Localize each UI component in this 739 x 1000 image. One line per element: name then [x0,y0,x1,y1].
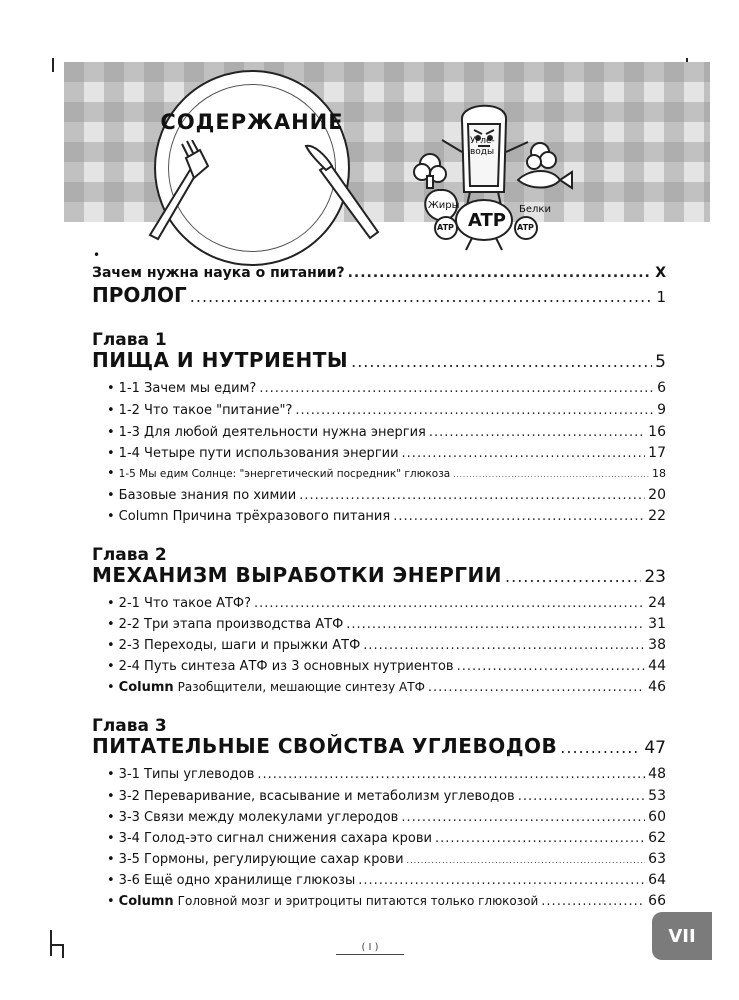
toc-section[interactable] [107,424,666,440]
leader-dots [363,638,645,653]
column-tag: Column [118,680,174,695]
crop-mark [50,930,52,956]
chapter-page: 5 [655,352,666,372]
bullet: • [107,466,115,481]
toc-chapter-3[interactable] [92,734,666,758]
bullet: • [107,659,115,674]
toc-section[interactable] [107,766,666,782]
toc-section[interactable] [107,402,666,418]
folio: ( I ) [336,942,404,955]
toc-entry-page: X [655,265,666,281]
toc-section[interactable] [107,466,666,481]
crop-mark [62,944,64,958]
fats-label: Жиры [428,200,460,211]
section-page: 9 [657,402,666,418]
toc-section[interactable] [107,679,666,695]
leader-dots [402,446,646,461]
bullet: • [107,789,115,804]
bullet: • [107,638,115,653]
section-title: Разобщители, мешающие синтезу АТФ [177,680,425,694]
section-title: 2-1 Что такое АТФ? [118,596,252,611]
chapter-label: Глава 1 [92,330,167,350]
bullet: • [107,596,115,611]
bullet: • [107,852,115,867]
bullet: • [107,831,115,846]
leader-dots [435,831,645,846]
bullet: • [107,894,115,909]
bullet: • [107,403,115,418]
section-title: 1-2 Что такое "питание"? [118,403,293,418]
leader-dots [299,488,645,503]
leader-dots [401,810,645,825]
toc-section[interactable] [107,788,666,804]
section-title: 2-2 Три этапа производства АТФ [118,617,344,632]
leader-dots [453,471,649,479]
section-page: 62 [648,830,666,846]
bullet: • [107,680,115,695]
section-page: 22 [648,508,666,524]
leader-dots [259,381,654,396]
crop-mark [50,944,62,946]
toc-section[interactable] [107,637,666,653]
section-title: Базовые знания по химии [118,488,297,503]
toc-section[interactable] [107,658,666,674]
leader-dots [407,856,646,865]
section-title: 3-3 Связи между молекулами углеродов [118,810,399,825]
section-title: 3-2 Переваривание, всасывание и метаболизм углеводов [118,789,515,804]
section-page: 48 [648,766,666,782]
toc-entry-title: Зачем нужна наука о питании? [92,265,345,281]
section-title: Column Причина трёхразового питания [118,509,391,524]
section-title: 3-5 Гормоны, регулирующие сахар крови [118,852,404,867]
section-title: 2-4 Путь синтеза АТФ из 3 основных нутриентов [118,659,454,674]
leader-dots [505,567,641,586]
section-page: 16 [648,424,666,440]
fork-and-knife-icon [130,140,390,250]
bullet: • [107,488,115,503]
section-title: 2-3 Переходы, шаги и прыжки АТФ [118,638,361,653]
toc-section[interactable] [107,893,666,909]
section-title: 3-6 Ещё одно хранилище глюкозы [118,873,356,888]
bullet: • [107,446,115,461]
toc-section[interactable] [107,830,666,846]
leader-dots [295,403,654,418]
proteins-label: Белки [519,204,551,215]
bullet: • [107,873,115,888]
toc-entry-title: ПРОЛОГ [92,283,187,307]
chapter-label: Глава 3 [92,716,167,736]
leader-dots [190,287,654,306]
section-title: 1-1 Зачем мы едим? [118,381,257,396]
chapter-label: Глава 2 [92,545,167,565]
leader-dots [254,596,645,611]
toc-section[interactable] [107,508,666,524]
leader-dots [541,894,645,909]
section-title: 1-4 Четыре пути использования энергии [118,446,399,461]
bullet: • [107,509,115,524]
bullet: • [107,767,115,782]
section-title: 3-4 Голод-это сигнал снижения сахара крови [118,831,432,846]
section-page: 18 [652,467,666,480]
section-page: 31 [648,616,666,632]
chapter-page: 47 [644,738,666,758]
bullet: • [107,425,115,440]
section-page: 60 [648,809,666,825]
toc-section[interactable] [107,851,666,867]
leader-dots [560,738,641,757]
toc-section[interactable] [107,380,666,396]
section-page: 53 [648,788,666,804]
crop-mark [52,58,54,72]
leader-dots [518,789,645,804]
leader-dots [257,767,645,782]
atp-small-label: ATP [437,223,454,232]
leader-dots [429,425,645,440]
leader-dots [457,659,646,674]
section-title: 3-1 Типы углеводов [118,767,255,782]
bullet: • [107,617,115,632]
section-page: 66 [648,893,666,909]
leader-dots [346,617,645,632]
section-page: 20 [648,487,666,503]
toc-chapter-2[interactable] [92,563,666,587]
toc-entry-why-nutrition[interactable] [92,265,666,281]
toc-section[interactable] [107,445,666,461]
toc-section[interactable] [107,809,666,825]
toc-entry-prologue[interactable] [92,283,666,307]
section-page: 44 [648,658,666,674]
section-page: 6 [657,380,666,396]
page-number-tab: VII [652,912,712,960]
section-title: 1-5 Мы едим Солнце: "энергетический посредник" глюкоза [118,468,451,480]
section-page: 63 [648,851,666,867]
leader-dots [393,509,645,524]
bullet: • [107,810,115,825]
leader-dots [428,680,645,695]
bullet: • [93,248,101,262]
toc-chapter-1[interactable] [92,348,666,372]
section-title: Головной мозг и эритроциты питаются только глюкозой [177,894,539,908]
carbs-label: Угле- воды [470,136,495,157]
toc-section[interactable] [107,595,666,611]
section-page: 64 [648,872,666,888]
section-page: 24 [648,595,666,611]
toc-section[interactable] [107,487,666,503]
section-page: 17 [648,445,666,461]
chapter-title: ПИЩА И НУТРИЕНТЫ [92,348,349,372]
page-title: СОДЕРЖАНИЕ [160,110,344,134]
chapter-title: МЕХАНИЗМ ВЫРАБОТКИ ЭНЕРГИИ [92,563,503,587]
atp-small-label: ATP [517,223,534,232]
chapter-title: ПИТАТЕЛЬНЫЕ СВОЙСТВА УГЛЕВОДОВ [92,734,558,758]
leader-dots [348,265,653,281]
bullet: • [107,381,115,396]
section-page: 46 [648,679,666,695]
toc-section[interactable] [107,616,666,632]
atp-label: ATP [468,210,507,231]
leader-dots [351,352,652,371]
section-page: 38 [648,637,666,653]
leader-dots [358,873,645,888]
column-tag: Column [118,894,174,909]
toc-section[interactable] [107,872,666,888]
section-title: 1-3 Для любой деятельности нужна энергия [118,425,426,440]
chapter-page: 23 [644,567,666,587]
toc-entry-page: 1 [656,288,666,306]
